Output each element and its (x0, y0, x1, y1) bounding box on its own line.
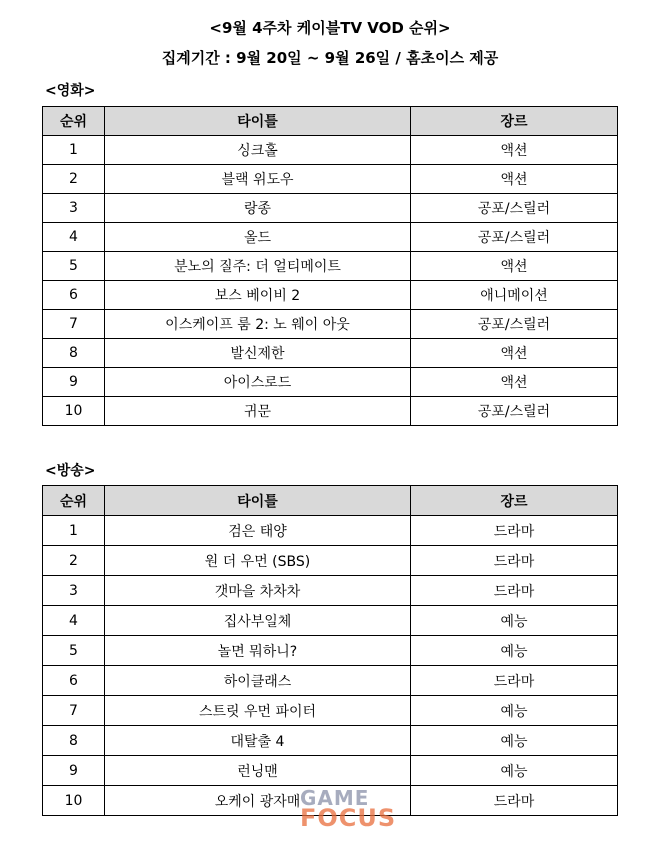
title-cell: 하이클래스 (105, 666, 411, 696)
column-header-title: 타이틀 (105, 486, 411, 516)
tv-table-body (43, 516, 618, 816)
table-row (43, 252, 618, 281)
table-row (43, 756, 618, 786)
movie-table-body (43, 136, 618, 426)
genre-cell: 예능 (411, 696, 618, 726)
rank-cell: 5 (43, 252, 105, 281)
rank-cell: 6 (43, 666, 105, 696)
table-row (43, 576, 618, 606)
table-header-row (43, 107, 618, 136)
title-cell: 보스 베이비 2 (105, 281, 411, 310)
table-row (43, 310, 618, 339)
genre-cell: 드라마 (411, 666, 618, 696)
rank-cell: 4 (43, 223, 105, 252)
genre-cell: 드라마 (411, 516, 618, 546)
title-cell: 원 더 우먼 (SBS) (105, 546, 411, 576)
title-cell: 이스케이프 룸 2: 노 웨이 아웃 (105, 310, 411, 339)
rank-cell: 3 (43, 194, 105, 223)
table-row (43, 726, 618, 756)
genre-cell: 공포/스릴러 (411, 310, 618, 339)
title-cell: 올드 (105, 223, 411, 252)
table-row (43, 165, 618, 194)
genre-cell: 공포/스릴러 (411, 194, 618, 223)
table-row (43, 666, 618, 696)
genre-cell: 드라마 (411, 576, 618, 606)
genre-cell: 액션 (411, 165, 618, 194)
section-label-movies: <영화> (45, 83, 96, 99)
title-cell: 아이스로드 (105, 368, 411, 397)
table-header-row (43, 486, 618, 516)
table-row (43, 368, 618, 397)
table-row (43, 223, 618, 252)
title-cell: 블랙 위도우 (105, 165, 411, 194)
table-row (43, 786, 618, 816)
rank-cell: 10 (43, 786, 105, 816)
genre-cell: 공포/스릴러 (411, 397, 618, 426)
table-row (43, 281, 618, 310)
genre-cell: 예능 (411, 726, 618, 756)
rank-cell: 2 (43, 165, 105, 194)
genre-cell: 액션 (411, 136, 618, 165)
table-row (43, 696, 618, 726)
title-cell: 검은 태양 (105, 516, 411, 546)
page-subtitle: 집계기간 : 9월 20일 ~ 9월 26일 / 홈초이스 제공 (161, 49, 499, 67)
table-row (43, 194, 618, 223)
rank-cell: 5 (43, 636, 105, 666)
column-header-title: 타이틀 (105, 107, 411, 136)
genre-cell: 액션 (411, 252, 618, 281)
title-cell: 스트릿 우먼 파이터 (105, 696, 411, 726)
rank-cell: 3 (43, 576, 105, 606)
title-cell: 분노의 질주: 더 얼티메이트 (105, 252, 411, 281)
movie-ranking-table (42, 106, 618, 426)
table-row (43, 339, 618, 368)
rank-cell: 9 (43, 756, 105, 786)
genre-cell: 예능 (411, 606, 618, 636)
column-header-genre: 장르 (411, 486, 618, 516)
table-row (43, 636, 618, 666)
rank-cell: 6 (43, 281, 105, 310)
column-header-genre: 장르 (411, 107, 618, 136)
rank-cell: 1 (43, 516, 105, 546)
rank-cell: 1 (43, 136, 105, 165)
rank-cell: 8 (43, 726, 105, 756)
title-cell: 대탈출 4 (105, 726, 411, 756)
rank-cell: 9 (43, 368, 105, 397)
title-cell: 랑종 (105, 194, 411, 223)
genre-cell: 드라마 (411, 786, 618, 816)
table-row (43, 546, 618, 576)
rank-cell: 7 (43, 696, 105, 726)
watermark-line1: GAME (300, 786, 370, 810)
genre-cell: 액션 (411, 368, 618, 397)
table-row (43, 136, 618, 165)
watermark-line2: FOCUS (300, 804, 397, 832)
page-title: <9월 4주차 케이블TV VOD 순위> (209, 19, 451, 37)
title-cell: 갯마을 차차차 (105, 576, 411, 606)
tv-ranking-table (42, 485, 618, 816)
table-row (43, 397, 618, 426)
genre-cell: 공포/스릴러 (411, 223, 618, 252)
title-cell: 싱크홀 (105, 136, 411, 165)
rank-cell: 10 (43, 397, 105, 426)
title-cell: 발신제한 (105, 339, 411, 368)
column-header-rank: 순위 (43, 107, 105, 136)
genre-cell: 액션 (411, 339, 618, 368)
genre-cell: 드라마 (411, 546, 618, 576)
rank-cell: 2 (43, 546, 105, 576)
table-row (43, 606, 618, 636)
genre-cell: 예능 (411, 756, 618, 786)
table-row (43, 516, 618, 546)
title-cell: 런닝맨 (105, 756, 411, 786)
section-label-tv: <방송> (45, 463, 96, 479)
title-cell: 귀문 (105, 397, 411, 426)
genre-cell: 예능 (411, 636, 618, 666)
rank-cell: 7 (43, 310, 105, 339)
title-cell: 오케이 광자매 (105, 786, 411, 816)
rank-cell: 4 (43, 606, 105, 636)
title-cell: 놀면 뭐하니? (105, 636, 411, 666)
rank-cell: 8 (43, 339, 105, 368)
column-header-rank: 순위 (43, 486, 105, 516)
title-cell: 집사부일체 (105, 606, 411, 636)
genre-cell: 애니메이션 (411, 281, 618, 310)
